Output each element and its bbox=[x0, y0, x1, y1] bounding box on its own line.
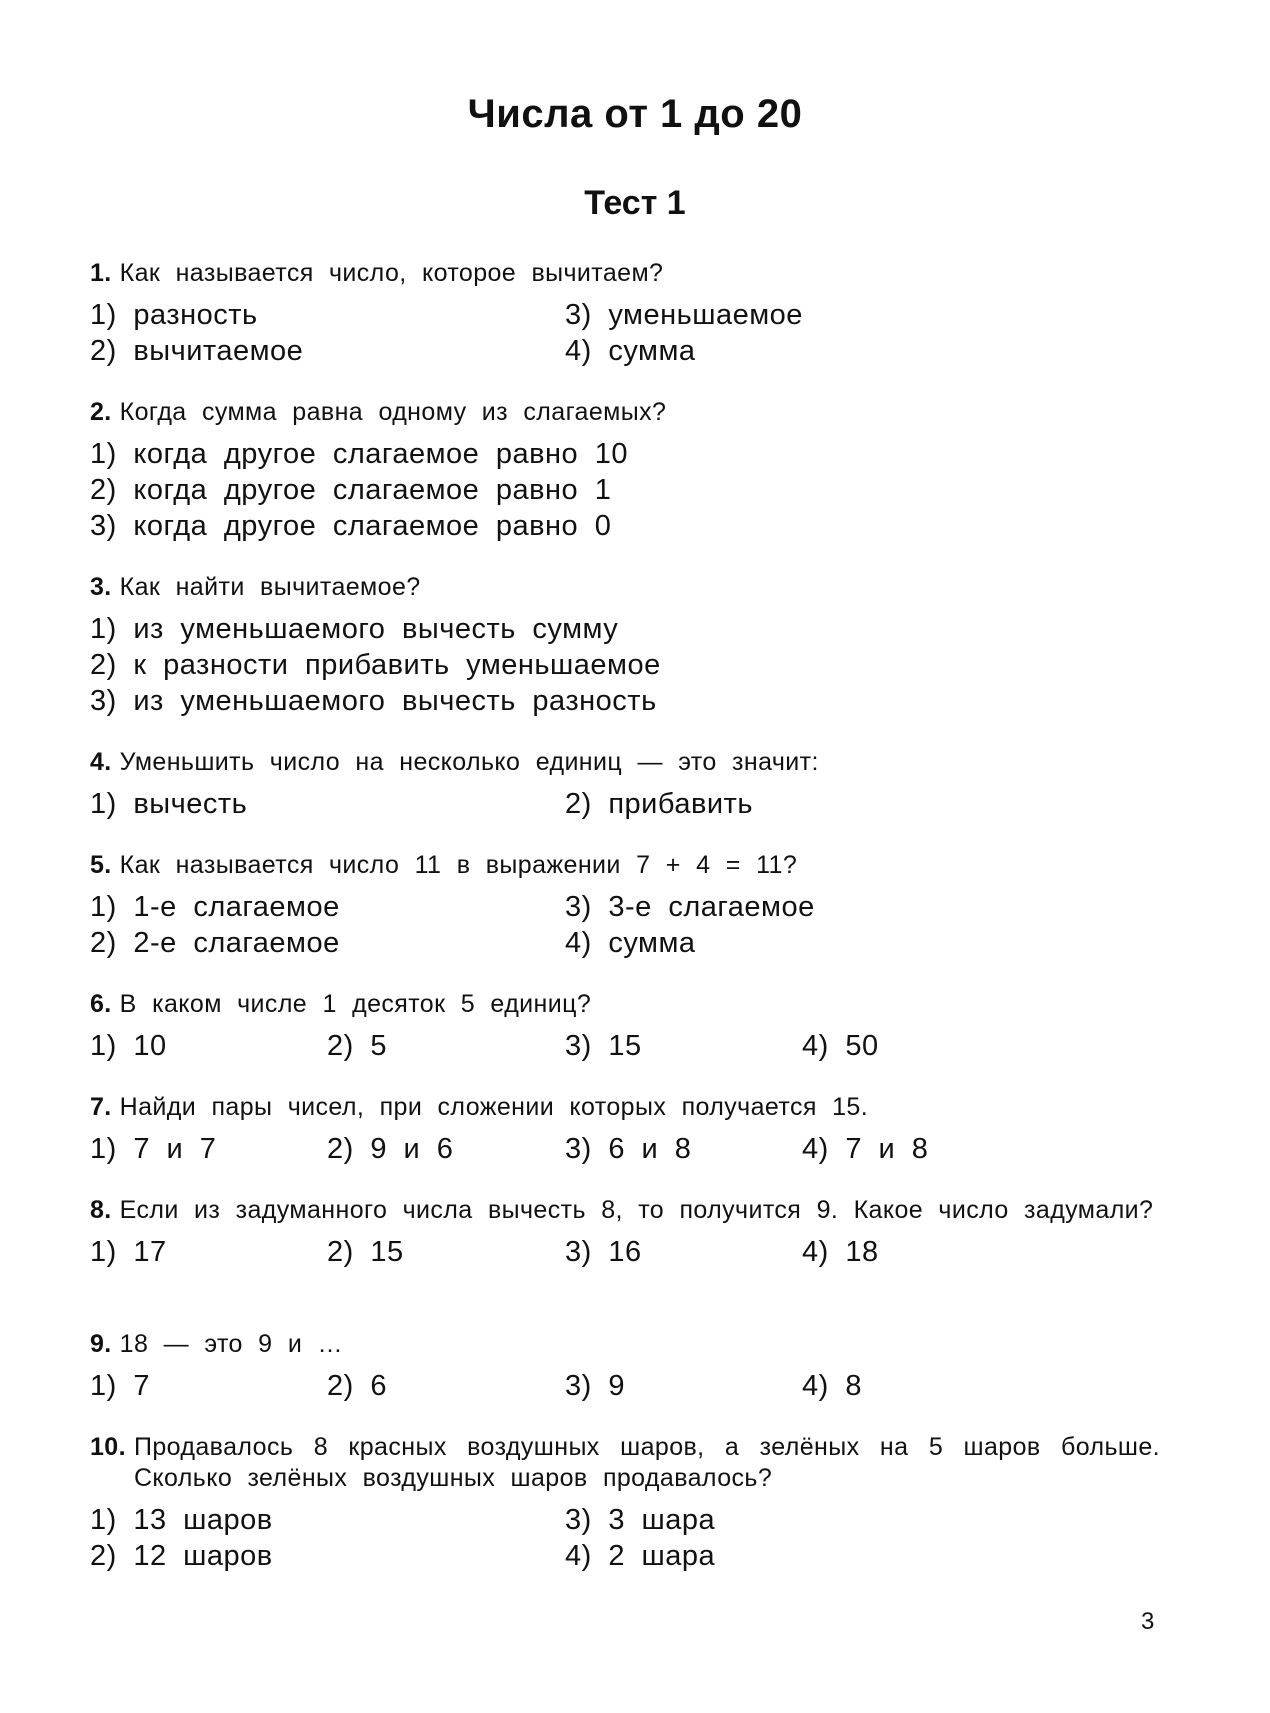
question-text: Уменьшить число на несколько единиц — это значит: bbox=[119, 748, 819, 776]
page-number: 3 bbox=[1141, 1608, 1155, 1635]
answer-option[interactable]: 4) 8 bbox=[802, 1370, 862, 1402]
question-10 bbox=[90, 1432, 1160, 1574]
question-7 bbox=[90, 1092, 1160, 1167]
question-number: 5. bbox=[90, 851, 112, 879]
answer-option[interactable]: 2) 9 и 6 bbox=[327, 1133, 454, 1165]
question-number: 3. bbox=[90, 573, 112, 601]
answer-options bbox=[90, 611, 1160, 719]
answer-option[interactable]: 4) сумма bbox=[565, 335, 696, 367]
question-number: 6. bbox=[90, 990, 112, 1018]
question-8 bbox=[90, 1195, 1160, 1270]
answer-option[interactable]: 4) 50 bbox=[802, 1030, 879, 1062]
answer-option[interactable]: 3) из уменьшаемого вычесть разность bbox=[90, 685, 657, 717]
question-2 bbox=[90, 397, 1160, 544]
question-text: Если из задуманного числа вычесть 8, то получится 9. Какое число задумали? bbox=[119, 1196, 1154, 1224]
answer-option[interactable]: 2) прибавить bbox=[565, 788, 753, 820]
question-text: Найди пары чисел, при сложении которых получается 15. bbox=[119, 1093, 869, 1121]
answer-options bbox=[90, 1131, 1160, 1167]
question-6 bbox=[90, 989, 1160, 1064]
answer-options bbox=[90, 1028, 1160, 1064]
answer-option[interactable]: 1) из уменьшаемого вычесть сумму bbox=[90, 613, 619, 645]
answer-option[interactable]: 1) когда другое слагаемое равно 10 bbox=[90, 438, 628, 470]
question-number: 8. bbox=[90, 1196, 112, 1224]
question-text: Как называется число, которое вычитаем? bbox=[119, 259, 664, 287]
answer-option[interactable]: 2) 12 шаров bbox=[90, 1540, 273, 1572]
answer-option[interactable]: 3) 9 bbox=[565, 1370, 625, 1402]
answer-option[interactable]: 2) вычитаемое bbox=[90, 335, 304, 367]
question-text: В каком числе 1 десяток 5 единиц? bbox=[119, 990, 592, 1018]
answer-option[interactable]: 3) 3-е слагаемое bbox=[565, 891, 815, 923]
question-5 bbox=[90, 850, 1160, 961]
answer-option[interactable]: 1) 7 и 7 bbox=[90, 1133, 217, 1165]
question-text: Когда сумма равна одному из слагаемых? bbox=[119, 398, 667, 426]
answer-options bbox=[90, 1368, 1160, 1404]
answer-option[interactable]: 1) разность bbox=[90, 299, 258, 331]
answer-option[interactable]: 2) к разности прибавить уменьшаемое bbox=[90, 649, 661, 681]
test-title: Тест 1 bbox=[584, 184, 686, 222]
answer-option[interactable]: 3) уменьшаемое bbox=[565, 299, 803, 331]
answer-options bbox=[90, 786, 1160, 822]
answer-option[interactable]: 1) 7 bbox=[90, 1370, 150, 1402]
question-number: 2. bbox=[90, 398, 112, 426]
answer-option[interactable]: 2) 15 bbox=[327, 1236, 404, 1268]
question-number: 9. bbox=[90, 1330, 112, 1358]
page-title: Числа от 1 до 20 bbox=[467, 92, 803, 136]
question-number: 10. bbox=[90, 1433, 126, 1461]
answer-option[interactable]: 4) 2 шара bbox=[565, 1540, 716, 1572]
answer-option[interactable]: 3) 3 шара bbox=[565, 1504, 716, 1536]
answer-options bbox=[90, 297, 1160, 369]
answer-option[interactable]: 1) 1-е слагаемое bbox=[90, 891, 340, 923]
answer-option[interactable]: 3) когда другое слагаемое равно 0 bbox=[90, 510, 612, 542]
answer-option[interactable]: 4) 7 и 8 bbox=[802, 1133, 929, 1165]
question-text: Продавалось 8 красных воздушных шаров, а зелёных на 5 шаров больше. Сколько зелёных воздушных шаров продавалось? bbox=[133, 1433, 1160, 1492]
answer-option[interactable]: 3) 6 и 8 bbox=[565, 1133, 692, 1165]
answer-option[interactable]: 1) 10 bbox=[90, 1030, 167, 1062]
answer-options bbox=[90, 889, 1160, 961]
answer-option[interactable]: 1) 13 шаров bbox=[90, 1504, 273, 1536]
answer-option[interactable]: 2) 6 bbox=[327, 1370, 387, 1402]
answer-option[interactable]: 1) 17 bbox=[90, 1236, 167, 1268]
answer-option[interactable]: 3) 16 bbox=[565, 1236, 642, 1268]
answer-option[interactable]: 4) 18 bbox=[802, 1236, 879, 1268]
answer-options bbox=[90, 1234, 1160, 1270]
answer-option[interactable]: 1) вычесть bbox=[90, 788, 248, 820]
answer-option[interactable]: 2) 5 bbox=[327, 1030, 387, 1062]
question-text: 18 — это 9 и … bbox=[119, 1330, 343, 1358]
question-text: Как называется число 11 в выражении 7 + 4 = 11? bbox=[119, 851, 798, 879]
question-number: 7. bbox=[90, 1093, 112, 1121]
question-4 bbox=[90, 747, 1160, 822]
answer-option[interactable]: 2) 2-е слагаемое bbox=[90, 927, 340, 959]
answer-options bbox=[90, 436, 1160, 544]
question-9 bbox=[90, 1329, 1160, 1404]
answer-option[interactable]: 3) 15 bbox=[565, 1030, 642, 1062]
question-number: 4. bbox=[90, 748, 112, 776]
answer-option[interactable]: 2) когда другое слагаемое равно 1 bbox=[90, 474, 612, 506]
question-1 bbox=[90, 258, 1160, 369]
question-text: Как найти вычитаемое? bbox=[119, 573, 421, 601]
question-number: 1. bbox=[90, 259, 112, 287]
question-3 bbox=[90, 572, 1160, 719]
answer-option[interactable]: 4) сумма bbox=[565, 927, 696, 959]
answer-options bbox=[90, 1502, 1160, 1574]
